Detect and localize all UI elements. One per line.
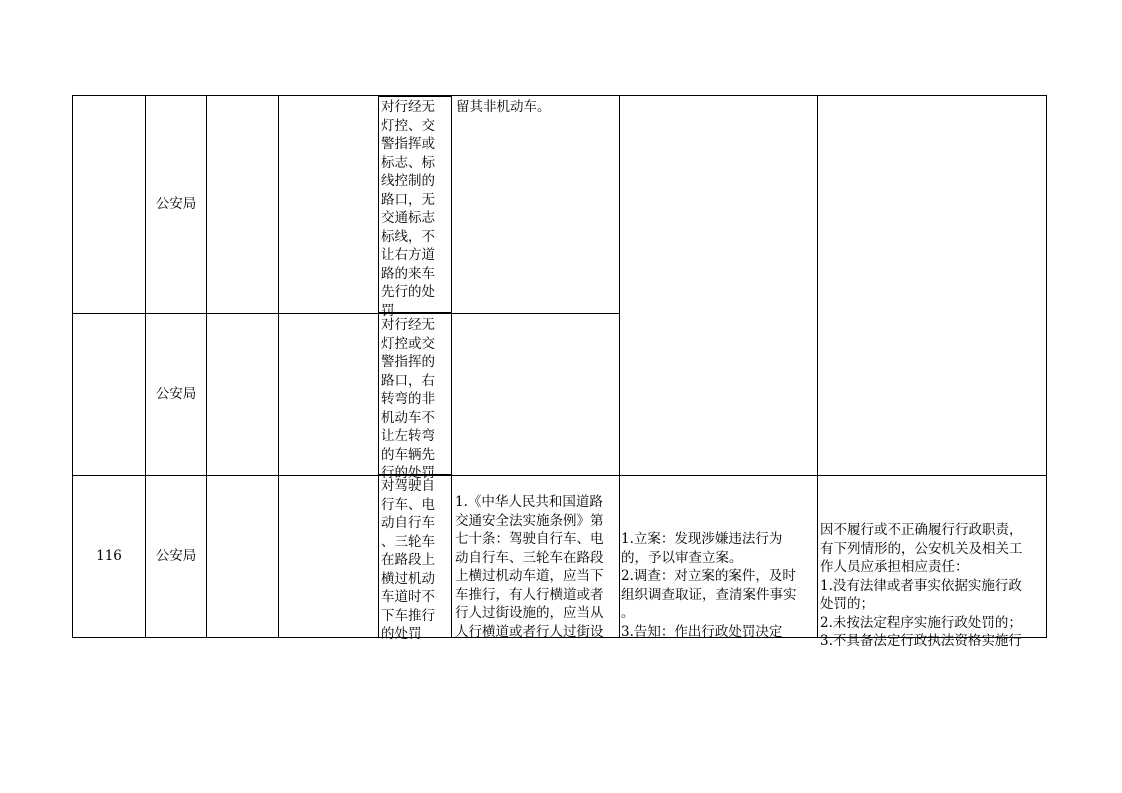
row3-basis-cell: 1.《中华人民共和国道路 交通安全法实施条例》第 七十条：驾驶自行车、电 动自行车、三轮车在路段 上横过机动车道，应当下 车推行，有人行横道或者 行人过街设施的，应当从 人行横道或者行人过街设 [455,494,604,640]
grid-line-top [72,95,1047,96]
row3-item-cell: 对驾驶自 行车、电 动自行车 、三轮车 在路段上 横过机动 车道时不 下车推行 的处罚 [378,475,452,638]
grid-line-col-e [619,95,620,638]
row2-item-cell: 对行经无 灯控或交 警指挥的 路口，右 转弯的非 机动车不 让左转弯 的车辆先 行的处罚 [378,313,452,475]
row1-number-cell [73,96,145,313]
row1-basis-cell: 留其非机动车。 [456,99,551,115]
row1-item-cell: 对行经无 灯控、交 警指挥或 标志、标 线控制的 路口，无 交通标志 标线，不 让右方道 路的来车 先行的处 罚 [378,96,452,313]
row1-department-cell: 公安局 [155,196,197,213]
grid-line-col-c [206,95,207,638]
grid-line-col-g [1046,95,1047,638]
row3-number-cell: 116 [96,548,122,565]
row3-department-cell: 公安局 [155,548,197,565]
grid-line-row2-bottom [72,475,1047,476]
grid-line-col-f [817,95,818,638]
row3-responsibility-cell: 因不履行或不正确履行行政职责， 有下列情形的，公安机关及相关工 作人员应承担相应责任： 1.没有法律或者事实依据实施行政 处罚的； 2.未按法定程序实施行政处罚的； 3.不具备法定行政执法资格实施行 [820,522,1023,649]
row3-procedure-cell: 1.立案：发现涉嫌违法行为 的，予以审查立案。 2.调查：对立案的案件，及时 组织调查取证，查清案件事实 。 3.告知：作出行政处罚决定 [621,531,797,640]
grid-line-col-d [278,95,279,638]
row2-department-cell: 公安局 [155,386,197,403]
row2-number-cell [73,314,145,475]
